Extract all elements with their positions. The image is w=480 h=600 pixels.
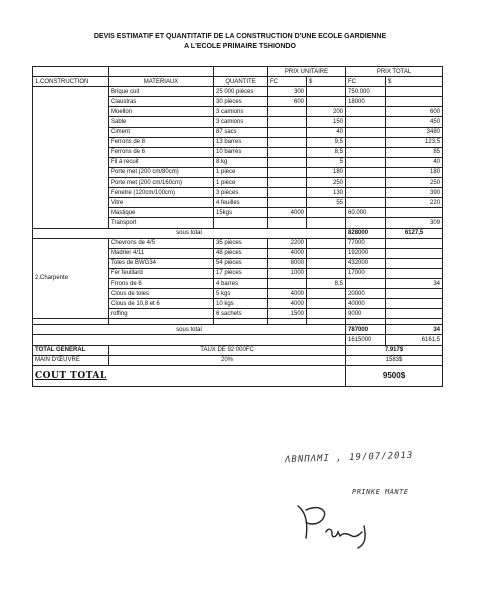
unit-price-fc (268, 218, 307, 228)
combined-usd: 6161,5 (386, 335, 443, 345)
pu-usd-header: $ (307, 77, 346, 87)
total-price-usd (386, 248, 443, 258)
material-name: Clous de toles (109, 289, 214, 299)
cout-total-row (33, 365, 443, 386)
material-name: Brique cuit (109, 87, 214, 97)
total-price-fc: 40000 (346, 299, 386, 309)
unit-price-fc: 4000 (268, 299, 307, 309)
unit-price-usd: 40 (307, 127, 346, 137)
total-price-fc (346, 127, 386, 137)
table-row (33, 238, 443, 248)
total-price-usd: 220 (386, 198, 443, 208)
document-title: DEVIS ESTIMATIF ET QUANTITATIF DE LA CONSTRUCTION D'UNE ECOLE GARDIENNE (93, 33, 387, 40)
total-general-row (33, 345, 443, 355)
section-2-label: 2.Charpente (33, 238, 109, 319)
material-name: roffing (109, 309, 214, 319)
total-price-fc: 77000 (346, 238, 386, 248)
material-name: Porte met (200 cm/80cm) (109, 167, 214, 177)
total-price-fc (346, 157, 386, 167)
material-quantity: 30 pièces (214, 97, 268, 107)
unit-price-usd (307, 299, 346, 309)
total-price-usd (386, 268, 443, 278)
subtotal-1-usd: 6127,5 (386, 228, 443, 238)
total-price-usd: 600 (386, 107, 443, 117)
total-price-fc (346, 188, 386, 198)
unit-price-fc (268, 117, 307, 127)
unit-price-fc: 600 (268, 97, 307, 107)
material-name: Chevrons de 4/5 (109, 238, 214, 248)
unit-price-fc: 4000 (268, 289, 307, 299)
material-quantity: 35 pièces (214, 238, 268, 248)
material-quantity: 8 kg (214, 157, 268, 167)
total-price-fc: 17000 (346, 268, 386, 278)
material-name: Frrons de 6 (109, 278, 214, 288)
unit-price-usd (307, 97, 346, 107)
prix-unitaire-header: PRIX UNITAIRE (268, 67, 346, 77)
total-price-fc: 432000 (346, 258, 386, 268)
unit-price-fc (268, 198, 307, 208)
total-price-fc: 20000 (346, 289, 386, 299)
pt-fc-header: FC (346, 77, 386, 87)
material-quantity: 10 barres (214, 147, 268, 157)
total-price-usd (386, 208, 443, 218)
handwritten-signer-name: PRINKE MANTE (352, 488, 409, 496)
material-name: Clous de 10,8 et 6 (109, 299, 214, 309)
total-price-usd (386, 97, 443, 107)
unit-price-usd: 200 (307, 107, 346, 117)
unit-price-usd: 55 (307, 198, 346, 208)
unit-price-usd (307, 218, 346, 228)
unit-price-usd: 180 (307, 167, 346, 177)
unit-price-fc (268, 188, 307, 198)
material-name: Madrier 4/11 (109, 248, 214, 258)
table-row (33, 87, 443, 97)
total-price-usd: 3480 (386, 127, 443, 137)
material-name: Fenetre (120cm/100cm) (109, 188, 214, 198)
material-name: Toles de BWG34 (109, 258, 214, 268)
material-quantity: 17 pièces (214, 268, 268, 278)
quote-table (32, 66, 443, 387)
unit-price-usd (307, 268, 346, 278)
material-quantity: 1 pièce (214, 167, 268, 177)
subtotal-2-usd: 34 (386, 325, 443, 335)
total-price-usd: 180 (386, 167, 443, 177)
subtotal-1-label: sous total (33, 228, 346, 238)
main-oeuvre-value: 1583$ (346, 355, 443, 365)
material-quantity: 3 camions (214, 117, 268, 127)
header-row-2 (33, 77, 443, 87)
unit-price-usd (307, 208, 346, 218)
total-price-fc (346, 107, 386, 117)
document-subtitle: A L'ECOLE PRIMAIRE TSHIONDO (184, 43, 296, 50)
material-quantity: 5 kgs (214, 289, 268, 299)
total-price-fc: 192000 (346, 248, 386, 258)
main-oeuvre-label: MAIN D'ŒUVRE (33, 355, 109, 365)
unit-price-fc (268, 157, 307, 167)
total-price-usd: 34 (386, 278, 443, 288)
total-price-usd: 85 (386, 147, 443, 157)
unit-price-usd: 5 (307, 157, 346, 167)
unit-price-fc (268, 137, 307, 147)
unit-price-fc (268, 107, 307, 117)
total-price-usd: 309 (386, 218, 443, 228)
material-quantity: 6 sachets (214, 309, 268, 319)
material-quantity: 54 pièces (214, 258, 268, 268)
prix-total-header: PRIX TOTAL (346, 67, 443, 77)
material-name: Moellon (109, 107, 214, 117)
unit-price-usd (307, 87, 346, 97)
material-quantity: 15kgs (214, 208, 268, 218)
unit-price-fc: 8000 (268, 258, 307, 268)
material-name: Ferrons de 8 (109, 137, 214, 147)
total-price-usd (386, 238, 443, 248)
unit-price-fc: 4000 (268, 248, 307, 258)
unit-price-fc: 4000 (268, 208, 307, 218)
total-price-fc (346, 147, 386, 157)
total-general-label: TOTAL GENERAL (33, 345, 109, 355)
cout-total-label: COUT TOTAL (33, 365, 346, 386)
unit-price-usd (307, 258, 346, 268)
total-price-fc (346, 178, 386, 188)
section-1-label-cell (33, 87, 109, 228)
handwritten-date: ΛΒΝΠΛΜΙ , 19/07/2013 (284, 450, 414, 466)
total-price-fc: 750.000 (346, 87, 386, 97)
combined-fc: 1615000 (346, 335, 386, 345)
unit-price-fc (268, 147, 307, 157)
materiaux-header: MATERIAUX (109, 77, 214, 87)
quantite-header: QUANTITE (214, 77, 268, 87)
total-price-fc (346, 137, 386, 147)
material-quantity: 4 barres (214, 278, 268, 288)
total-price-fc: 9000 (346, 309, 386, 319)
unit-price-usd: 9,5 (307, 137, 346, 147)
unit-price-usd: 130 (307, 188, 346, 198)
material-quantity: 13 barres (214, 137, 268, 147)
material-name: Fer feuillard (109, 268, 214, 278)
unit-price-fc (268, 127, 307, 137)
total-price-usd (386, 299, 443, 309)
subtotal-row-1 (33, 228, 443, 238)
material-name: Sable (109, 117, 214, 127)
material-name: Transport (109, 218, 214, 228)
construction-header: 1.CONSTRUCTION (33, 77, 109, 87)
total-price-fc (346, 117, 386, 127)
material-name: Fil à recuit (109, 157, 214, 167)
material-name: Ciment (109, 127, 214, 137)
material-quantity: 1 pièce (214, 178, 268, 188)
total-price-usd (386, 258, 443, 268)
unit-price-fc (268, 167, 307, 177)
main-oeuvre-pct: 20% (109, 355, 346, 365)
total-price-usd (386, 289, 443, 299)
total-general-value: 7.917$ (346, 345, 443, 355)
material-name: Porte met (200 cm/160cm) (109, 178, 214, 188)
pu-fc-header: FC (268, 77, 307, 87)
total-price-usd (386, 309, 443, 319)
material-quantity (214, 218, 268, 228)
material-name: Vitre (109, 198, 214, 208)
unit-price-usd (307, 309, 346, 319)
material-name: Claustras (109, 97, 214, 107)
unit-price-fc (268, 278, 307, 288)
unit-price-usd: 150 (307, 117, 346, 127)
material-quantity: 87 sacs (214, 127, 268, 137)
pt-usd-header: $ (386, 77, 443, 87)
material-quantity: 48 pièces (214, 248, 268, 258)
subtotal-row-2 (33, 325, 443, 335)
combined-row (33, 335, 443, 345)
total-price-fc (346, 167, 386, 177)
material-name: Ferrons de 6 (109, 147, 214, 157)
material-quantity: 3 camions (214, 107, 268, 117)
signature-image (292, 502, 382, 552)
unit-price-fc: 1500 (268, 309, 307, 319)
material-quantity: 4 feuilles (214, 198, 268, 208)
main-oeuvre-row (33, 355, 443, 365)
total-price-usd: 40 (386, 157, 443, 167)
material-name: Mastique (109, 208, 214, 218)
subtotal-2-fc: 787000 (346, 325, 386, 335)
unit-price-usd: 8,5 (307, 147, 346, 157)
unit-price-fc (268, 178, 307, 188)
unit-price-fc: 300 (268, 87, 307, 97)
unit-price-fc: 2200 (268, 238, 307, 248)
total-price-fc (346, 218, 386, 228)
exchange-rate: TAUX DE 92 000FC (109, 345, 346, 355)
cout-total-value: 9500$ (346, 365, 443, 386)
unit-price-usd (307, 289, 346, 299)
total-price-fc (346, 278, 386, 288)
total-price-fc (346, 198, 386, 208)
unit-price-usd: 8,5 (307, 278, 346, 288)
subtotal-2-label: sous total (33, 325, 346, 335)
unit-price-usd (307, 248, 346, 258)
material-quantity: 25 000 pièces (214, 87, 268, 97)
material-quantity: 10 kgs (214, 299, 268, 309)
total-price-usd: 123,5 (386, 137, 443, 147)
total-price-usd: 250 (386, 178, 443, 188)
total-price-fc: 18000 (346, 97, 386, 107)
header-row-1 (33, 67, 443, 77)
material-quantity: 3 pièces (214, 188, 268, 198)
unit-price-fc: 1000 (268, 268, 307, 278)
total-price-usd (386, 87, 443, 97)
total-price-usd: 450 (386, 117, 443, 127)
unit-price-usd: 250 (307, 178, 346, 188)
total-price-usd: 390 (386, 188, 443, 198)
unit-price-usd (307, 238, 346, 248)
total-price-fc: 60.000 (346, 208, 386, 218)
subtotal-1-fc: 828000 (346, 228, 386, 238)
